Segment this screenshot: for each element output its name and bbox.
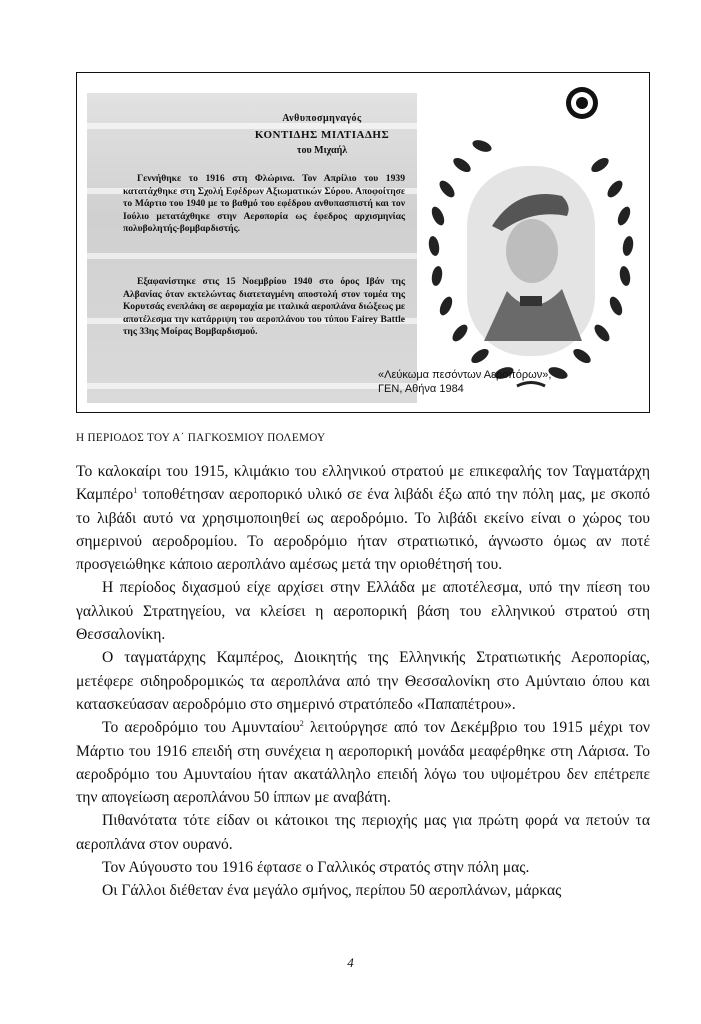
portrait-photo (422, 81, 644, 406)
memorial-father: του Μιχαήλ (296, 145, 348, 156)
memorial-paragraph-1: Γεννήθηκε το 1916 στη Φλώρινα. Τον Απρίλιο του 1939 κατατάχθηκε στη Σχολή Εφέδρων Αξιωματικών Σύρου. Αποφοίτησε το Μάρτιο του 1940 με το βαθμό του εφέδρου ανθυπασπιστή και τον Ιούλιο μετατάχθηκε στην Αεροπορία ως έφεδρος αρχισμηνίας πολυβολητής-βομβαρδιστής. (123, 173, 405, 235)
memorial-rank: Ανθυποσμηναγός (282, 113, 362, 124)
caption-line-1: «Λεύκωμα πεσόντων Αεροπόρων», (378, 369, 552, 381)
page-number: 4 (347, 955, 354, 970)
paragraph-3: Ο ταγματάρχης Καμπέρος, Διοικητής της Ελληνικής Στρατιωτικής Αεροπορίας, μετέφερε σιδηροδρομικώς τα αεροπλάνα από την Θεσσαλονίκη στο Αμύνταιο όπου και κατασκεύασαν αεροδρόμιο στο σημερινό στρατόπεδο «Παπαπέτρου». (76, 649, 650, 713)
memorial-figure (76, 72, 650, 413)
footnote-ref-1: 1 (133, 486, 138, 496)
caption-line-2: ΓΕΝ, Αθήνα 1984 (378, 383, 464, 395)
paragraph-5: Πιθανότατα τότε είδαν οι κάτοικοι της περιοχής μας για πρώτη φορά να πετούν τα αεροπλάνα στον ουρανό. (76, 812, 650, 853)
section-heading: Η ΠΕΡΙΟΔΟΣ ΤΟΥ Α΄ ΠΑΓΚΟΣΜΙΟΥ ΠΟΛΕΜΟΥ (76, 432, 326, 444)
paragraph-4: Το αεροδρόμιο του Αμυνταίου$^2$ λειτούργησε από τον Δεκέμβριο του 1915 μέχρι τον Μάρτιο του 1916 επειδή στη συνέχεια η αεροπορική μονάδα μεαφέρθηκε στη Λάρισα. Το αεροδρόμιο του Αμυνταίου ήταν ακατάλληλο επειδή λόγω του υψομέτρου δεν επέτρεπε την απογείωση αεροπλάνου 50 ίππων με αναβάτη. (76, 719, 650, 807)
paragraph-6: Τον Αύγουστο του 1916 έφτασε ο Γαλλικός στρατός στην πόλη μας. (102, 859, 530, 877)
paragraph-7: Οι Γάλλοι διέθεταν ένα μεγάλο σμήνος, περίπου 50 αεροπλάνων, μάρκας (102, 882, 562, 900)
paragraph-1: Το καλοκαίρι του 1915, κλιμάκιο του ελληνικού στρατού με επικεφαλής τον Ταγματάρχη Καμπέρο$^1$ τοποθέτησαν αεροπορικό υλικό σε ένα λιβάδι έξω από την πόλη μας, με σκοπό το λιβάδι αυτό να χρησιμοποιηθεί ως αεροδρόμιο. Το λιβάδι εκείνο είναι ο χώρος του σημερινού αεροδρομίου. Το αεροδρόμιο ήταν στρατιωτικό, άγνωστο όμως αν ποτέ προσγειώθηκε κάποιο αεροπλάνο αμέσως μετά την οριοθέτησή του. (76, 463, 650, 574)
memorial-paragraph-2: Εξαφανίστηκε στις 15 Νοεμβρίου 1940 στο όρος Ιβάν της Αλβανίας όταν εκτελώντας διατεταγμένη αποστολή στον τομέα της Κορυτσάς ενεπλάκη σε αερομαχία με ιταλικά αεροπλάνα διώξεως με αποτέλεσμα την κατάρριψη του αεροπλάνου του τύπου Fairey Battle της 33ης Μοίρας Βομβαρδισμού. (123, 276, 405, 338)
figure-caption (378, 368, 551, 396)
body-text (76, 460, 650, 903)
pilot-portrait (467, 166, 595, 356)
footnote-ref-2: 2 (299, 719, 304, 729)
memorial-name: ΚΟΝΤΙΔΗΣ ΜΙΛΤΙΑΔΗΣ (254, 129, 390, 141)
paragraph-2: Η περίοδος διχασμού είχε αρχίσει στην Ελλάδα με αποτέλεσμα, υπό την πίεση του γαλλικού Στρατηγείου, να κλείσει η αεροπορική βάση του ελληνικού στρατού στη Θεσσαλονίκη. (76, 579, 650, 644)
roundel-icon (566, 87, 598, 119)
